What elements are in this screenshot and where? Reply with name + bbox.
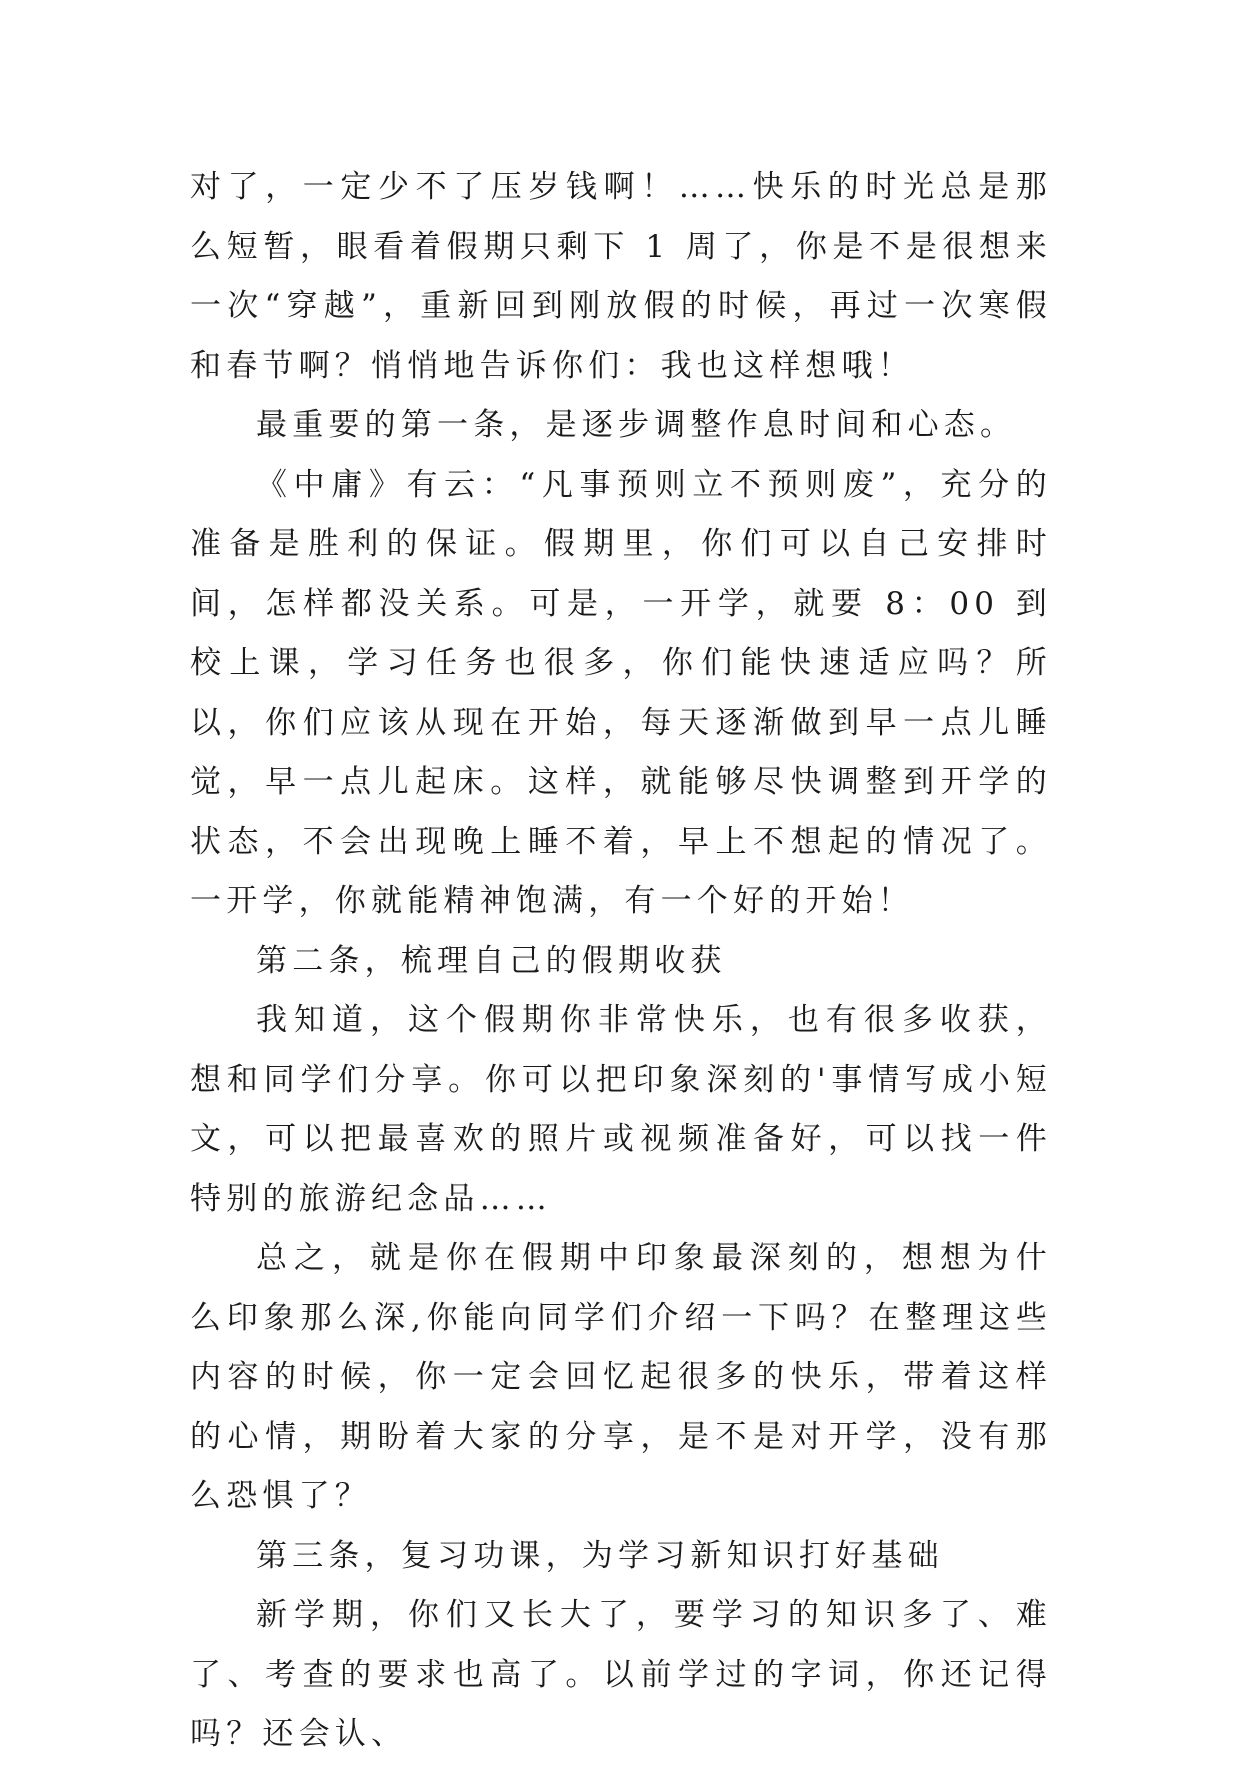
paragraph: 我知道，这个假期你非常快乐，也有很多收获，想和同学们分享。你可以把印象深刻的'事情写成小短文，可以把最喜欢的照片或视频准备好，可以找一件特别的旅游纪念品…… [190,1002,1052,1217]
paragraph: 第二条，梳理自己的假期收获 [256,942,727,979]
paragraph: 第三条，复习功课，为学习新知识打好基础 [256,1537,944,1574]
paragraph: 对了，一定少不了压岁钱啊！……快乐的时光总是那么短暂，眼看着假期只剩下 1 周了，你是不是很想来一次“穿越”，重新回到刚放假的时候，再过一次寒假和春节啊？悄悄地告诉你们：我也这样想哦！ [190,169,1052,384]
paragraph: 《中庸》有云：“凡事预则立不预则废”，充分的准备是胜利的保证。假期里，你们可以自己安排时间，怎样都没关系。可是，一开学，就要 8：00 到校上课，学习任务也很多，你们能快速适应吗？所以，你们应该从现在开始，每天逐渐做到早一点儿睡觉，早一点儿起床。这样，就能够尽快调整到开学的状态，不会出现晚上睡不着，早上不想起的情况了。一开学，你就能精神饱满，有一个好的开始！ [190,466,1052,919]
paragraph: 最重要的第一条，是逐步调整作息时间和心态。 [256,407,1017,443]
document-body [190,158,1052,1765]
paragraph: 总之，就是你在假期中印象最深刻的，想想为什么印象那么深,你能向同学们介绍一下吗？在整理这些内容的时候，你一定会回忆起很多的快乐，带着这样的心情，期盼着大家的分享，是不是对开学，没有那么恐惧了？ [190,1240,1052,1514]
paragraph: 新学期，你们又长大了，要学习的知识多了、难了、考查的要求也高了。以前学过的字词，你还记得吗？还会认、 [190,1597,1052,1752]
